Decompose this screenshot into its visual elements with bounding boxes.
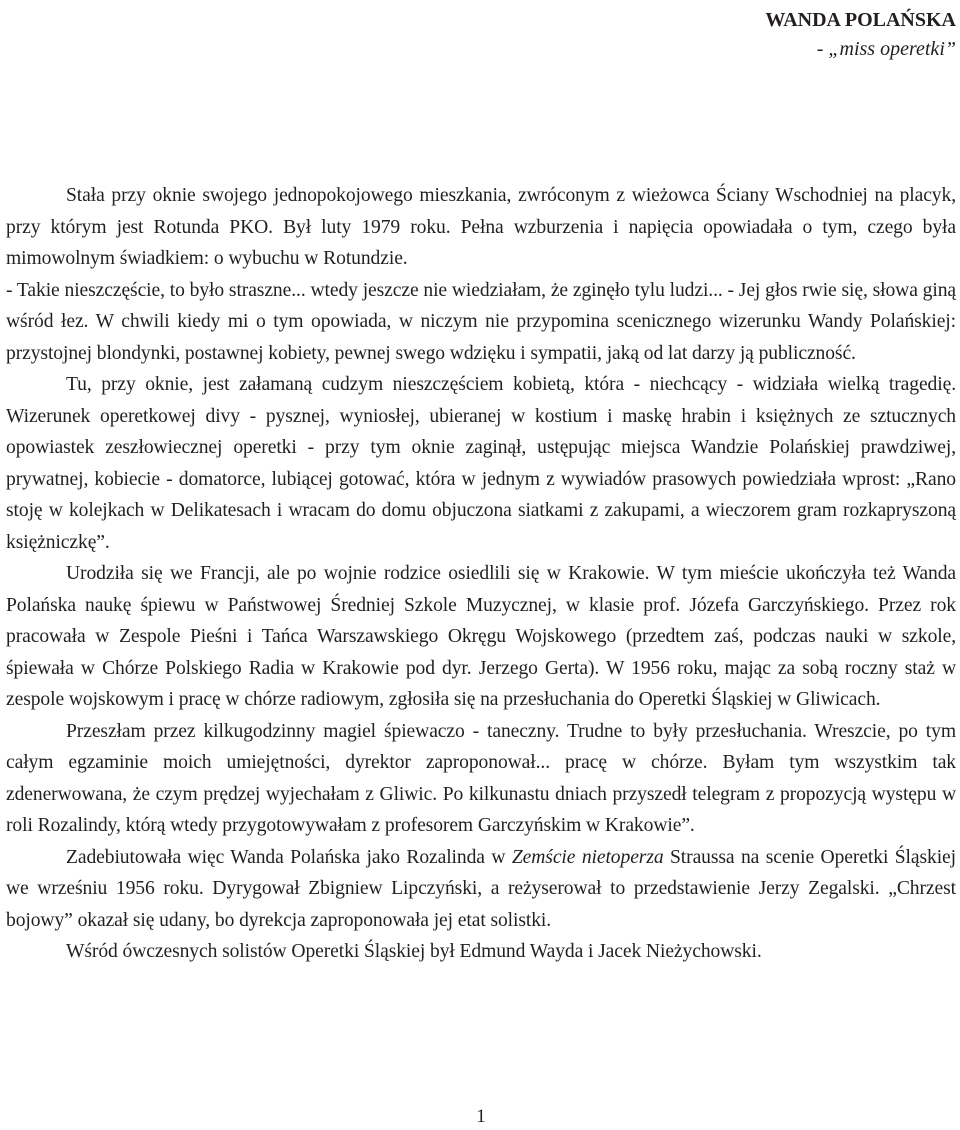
paragraph-text: Straussa na scenie Operetki Śląskiej we wrześniu 1956 roku. Dyrygował Zbigniew Lipczyński, a reżyserował to przedstawienie Jerzy Zegalski. „Chrzest bojowy” okazał się udany, bo dyrekcja zaproponowała jej etat solistki. (6, 846, 956, 931)
work-title: Zemście nietoperza (511, 846, 664, 868)
article-title: WANDA POLAŃSKA (765, 9, 956, 31)
article-header (765, 6, 956, 64)
paragraph: Stała przy oknie swojego jednopokojowego mieszkania, zwróconym z wieżowca Ściany Wschodniej na placyk, przy którym jest Rotunda PKO. Był luty 1979 roku. Pełna wzburzenia i napięcia opowiadała o tym, czego była mimowolnym świadkiem: o wybuchu w Rotundzie. (6, 185, 956, 269)
paragraph: Tu, przy oknie, jest załamaną cudzym nieszczęściem kobietą, która - niechcący - widziała wielką tragedię. Wizerunek operetkowej divy - pysznej, wyniosłej, ubieranej w kostium i maskę hrabin i księżnych ze sztucznych opowiastek zeszłowiecznej operetki - przy tym oknie zaginął, ustępując miejsca Wandzie Polańskiej prawdziwej, prywatnej, kobiecie - domatorce, lubiącej gotować, która w jednym z wywiadów prasowych powiedziała wprost: „Rano stoję w kolejkach w Delikatesach i wracam do domu objuczona siatkami z zakupami, a wieczorem gram rozkapryszoną księżniczkę”. (6, 374, 956, 553)
paragraph-text: Zadebiutowała więc Wanda Polańska jako Rozalinda w (66, 846, 512, 868)
article-body (6, 180, 956, 968)
page-number: 1 (476, 1106, 486, 1127)
paragraph: Przeszłam przez kilkugodzinny magiel śpiewaczo - taneczny. Trudne to były przesłuchania. Wreszcie, po tym całym egzaminie moich umiejętności, dyrektor zaproponował... pracę w chórze. Byłam tym wszystkim tak zdenerwowana, że czym prędzej wyjechałam z Gliwic. Po kilkunastu dniach przyszedł telegram z propozycją występu w roli Rozalindy, którą wtedy przygotowywałam z profesorem Garczyńskim w Krakowie”. (6, 720, 956, 836)
paragraph: Wśród ówczesnych solistów Operetki Śląskiej był Edmund Wayda i Jacek Nieżychowski. (66, 941, 762, 962)
paragraph: - Takie nieszczęście, to było straszne... wtedy jeszcze nie wiedziałam, że zginęło tylu ludzi... - Jej głos rwie się, słowa giną wśród łez. W chwili kiedy mi o tym opowiada, w niczym nie przypomina scenicznego wizerunku Wandy Polańskiej: przystojnej blondynki, postawnej kobiety, pewnej swego wdzięku i sympatii, jaką od lat darzy ją publiczność. (6, 279, 956, 364)
paragraph: Urodziła się we Francji, ale po wojnie rodzice osiedlili się w Krakowie. W tym mieście ukończyła też Wanda Polańska naukę śpiewu w Państwowej Średniej Szkole Muzycznej, w klasie prof. Józefa Garczyńskiego. Przez rok pracowała w Zespole Pieśni i Tańca Warszawskiego Okręgu Wojskowego (przedtem zaś, podczas nauki w szkole, śpiewała w Chórze Polskiego Radia w Krakowie pod dyr. Jerzego Gerta). W 1956 roku, mając za sobą roczny staż w zespole wojskowym i pracę w chórze radiowym, zgłosiła się na przesłuchania do Operetki Śląskiej w Gliwicach. (6, 563, 956, 710)
document-page (6, 0, 956, 1130)
paragraph (6, 842, 956, 937)
article-subtitle: - „miss operetki” (816, 38, 956, 60)
